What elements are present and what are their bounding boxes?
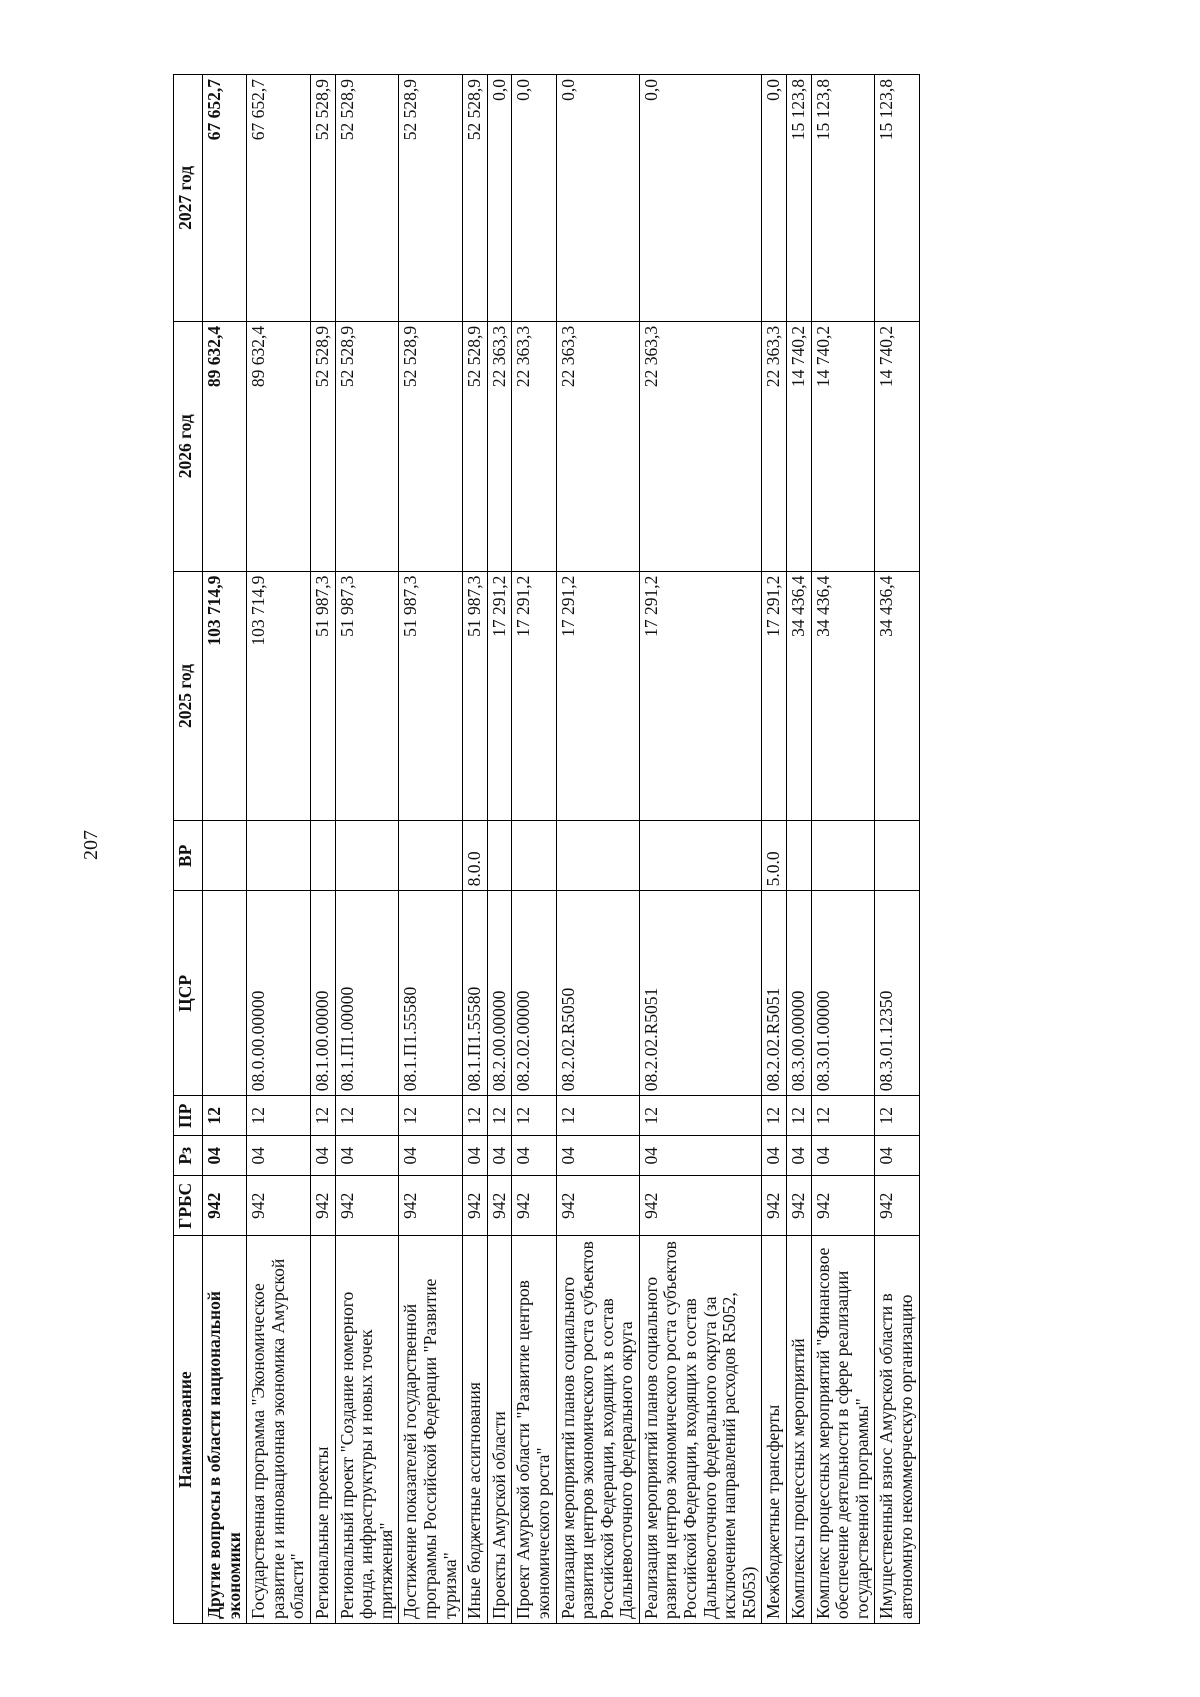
header-vr: ВР	[174, 821, 203, 891]
cell-2025: 51 987,3	[463, 571, 488, 821]
cell-grbs: 942	[399, 1176, 463, 1236]
table-row	[487, 75, 512, 1624]
cell-vr	[487, 821, 512, 891]
cell-2027: 52 528,9	[399, 75, 463, 322]
header-rz: Рз	[174, 1136, 203, 1176]
cell-vr	[335, 821, 399, 891]
cell-vr	[310, 821, 335, 891]
cell-2027: 0,0	[639, 75, 762, 322]
cell-vr: 8.0.0	[463, 821, 488, 891]
cell-vr	[512, 821, 556, 891]
rotated-table-container	[173, 74, 1200, 1624]
cell-2026: 52 528,9	[399, 321, 463, 571]
cell-rz: 04	[512, 1136, 556, 1176]
cell-csr: 08.3.00.00000	[787, 891, 812, 1096]
table-row	[811, 75, 875, 1624]
cell-pr: 12	[399, 1096, 463, 1136]
cell-grbs: 942	[335, 1176, 399, 1236]
cell-name: Реализация мероприятий планов социального развития центров экономического роста субъектов Российской Федерации, входящих в состав Дальневосточного федерального округа	[556, 1236, 639, 1624]
cell-rz: 04	[787, 1136, 812, 1176]
cell-pr: 12	[335, 1096, 399, 1136]
cell-2025: 34 436,4	[787, 571, 812, 821]
cell-name: Региональные проекты	[310, 1236, 335, 1624]
cell-2027: 52 528,9	[335, 75, 399, 322]
header-2025: 2025 год	[174, 571, 203, 821]
cell-2025: 17 291,2	[512, 571, 556, 821]
cell-name: Комплекс процессных мероприятий "Финансовое обеспечение деятельности в сфере реализации государственной программы"	[811, 1236, 875, 1624]
cell-grbs: 942	[310, 1176, 335, 1236]
cell-name: Проекты Амурской области	[487, 1236, 512, 1624]
table-row	[639, 75, 762, 1624]
cell-rz: 04	[811, 1136, 875, 1176]
cell-2027: 0,0	[556, 75, 639, 322]
cell-rz: 04	[203, 1136, 247, 1176]
cell-grbs: 942	[787, 1176, 812, 1236]
cell-2026: 14 740,2	[787, 321, 812, 571]
cell-grbs: 942	[487, 1176, 512, 1236]
cell-2026: 14 740,2	[811, 321, 875, 571]
cell-name: Региональный проект "Создание номерного фонда, инфраструктуры и новых точек притяжения"	[335, 1236, 399, 1624]
cell-name: Государственная программа "Экономическое развитие и инновационная экономика Амурской области"	[247, 1236, 311, 1624]
cell-grbs: 942	[203, 1176, 247, 1236]
cell-grbs: 942	[247, 1176, 311, 1236]
cell-rz: 04	[875, 1136, 919, 1176]
cell-vr	[556, 821, 639, 891]
cell-grbs: 942	[512, 1176, 556, 1236]
table-row	[203, 75, 247, 1624]
cell-name: Имущественный взнос Амурской области в автономную некоммерческую организацию	[875, 1236, 919, 1624]
cell-2026: 89 632,4	[203, 321, 247, 571]
cell-csr	[203, 891, 247, 1096]
cell-csr: 08.2.02.R5051	[762, 891, 787, 1096]
cell-2026: 22 363,3	[639, 321, 762, 571]
cell-rz: 04	[463, 1136, 488, 1176]
cell-name: Иные бюджетные ассигнования	[463, 1236, 488, 1624]
cell-2025: 103 714,9	[247, 571, 311, 821]
cell-pr: 12	[487, 1096, 512, 1136]
cell-2026: 22 363,3	[512, 321, 556, 571]
cell-vr	[399, 821, 463, 891]
cell-csr: 08.3.01.00000	[811, 891, 875, 1096]
cell-2025: 34 436,4	[811, 571, 875, 821]
cell-2026: 22 363,3	[762, 321, 787, 571]
table-row	[247, 75, 311, 1624]
cell-csr: 08.1.П1.55580	[399, 891, 463, 1096]
cell-2025: 51 987,3	[310, 571, 335, 821]
header-pr: ПР	[174, 1096, 203, 1136]
cell-rz: 04	[310, 1136, 335, 1176]
table-row	[762, 75, 787, 1624]
cell-2026: 52 528,9	[310, 321, 335, 571]
cell-csr: 08.2.02.00000	[512, 891, 556, 1096]
cell-pr: 12	[639, 1096, 762, 1136]
cell-csr: 08.2.00.00000	[487, 891, 512, 1096]
table-row	[787, 75, 812, 1624]
cell-2025: 34 436,4	[875, 571, 919, 821]
cell-pr: 12	[762, 1096, 787, 1136]
table-row	[399, 75, 463, 1624]
cell-rz: 04	[247, 1136, 311, 1176]
cell-pr: 12	[512, 1096, 556, 1136]
cell-csr: 08.3.01.12350	[875, 891, 919, 1096]
cell-grbs: 942	[463, 1176, 488, 1236]
cell-vr: 5.0.0	[762, 821, 787, 891]
table-row	[310, 75, 335, 1624]
cell-2027: 52 528,9	[463, 75, 488, 322]
cell-name: Комплексы процессных мероприятий	[787, 1236, 812, 1624]
header-grbs: ГРБС	[174, 1176, 203, 1236]
cell-csr: 08.1.П1.00000	[335, 891, 399, 1096]
cell-grbs: 942	[875, 1176, 919, 1236]
cell-2026: 89 632,4	[247, 321, 311, 571]
cell-2026: 52 528,9	[463, 321, 488, 571]
cell-2027: 67 652,7	[247, 75, 311, 322]
cell-name: Другие вопросы в области национальной экономики	[203, 1236, 247, 1624]
header-2027: 2027 год	[174, 75, 203, 322]
cell-csr: 08.1.00.00000	[310, 891, 335, 1096]
cell-pr: 12	[787, 1096, 812, 1136]
cell-rz: 04	[487, 1136, 512, 1176]
table-row	[335, 75, 399, 1624]
cell-grbs: 942	[639, 1176, 762, 1236]
table-row	[463, 75, 488, 1624]
cell-rz: 04	[556, 1136, 639, 1176]
cell-vr	[247, 821, 311, 891]
cell-2025: 103 714,9	[203, 571, 247, 821]
cell-pr: 12	[556, 1096, 639, 1136]
cell-2025: 17 291,2	[762, 571, 787, 821]
cell-2025: 17 291,2	[639, 571, 762, 821]
cell-rz: 04	[399, 1136, 463, 1176]
cell-pr: 12	[875, 1096, 919, 1136]
cell-vr	[875, 821, 919, 891]
cell-pr: 12	[310, 1096, 335, 1136]
cell-name: Реализация мероприятий планов социального развития центров экономического роста субъектов Российской Федерации, входящих в состав Дальневосточного федерального округа (за исключением направлений расходов R5052, R5053)	[639, 1236, 762, 1624]
cell-2027: 15 123,8	[787, 75, 812, 322]
cell-vr	[811, 821, 875, 891]
cell-2026: 22 363,3	[556, 321, 639, 571]
table-row	[512, 75, 556, 1624]
cell-csr: 08.1.П1.55580	[463, 891, 488, 1096]
cell-name: Достижение показателей государственной программы Российской Федерации "Развитие туризма"	[399, 1236, 463, 1624]
cell-2027: 52 528,9	[310, 75, 335, 322]
header-csr: ЦСР	[174, 891, 203, 1096]
cell-rz: 04	[335, 1136, 399, 1176]
cell-vr	[639, 821, 762, 891]
cell-2027: 0,0	[762, 75, 787, 322]
cell-2027: 0,0	[487, 75, 512, 322]
cell-vr	[787, 821, 812, 891]
table-row	[875, 75, 919, 1624]
cell-grbs: 942	[556, 1176, 639, 1236]
cell-2025: 17 291,2	[556, 571, 639, 821]
cell-2026: 22 363,3	[487, 321, 512, 571]
cell-grbs: 942	[762, 1176, 787, 1236]
page-number: 207	[80, 830, 102, 860]
header-2026: 2026 год	[174, 321, 203, 571]
cell-2027: 67 652,7	[203, 75, 247, 322]
budget-table	[173, 74, 920, 1624]
cell-2027: 15 123,8	[811, 75, 875, 322]
cell-pr: 12	[811, 1096, 875, 1136]
cell-pr: 12	[203, 1096, 247, 1136]
cell-vr	[203, 821, 247, 891]
table-header-row	[174, 75, 203, 1624]
cell-pr: 12	[463, 1096, 488, 1136]
cell-2025: 51 987,3	[335, 571, 399, 821]
cell-csr: 08.2.02.R5050	[556, 891, 639, 1096]
cell-csr: 08.2.02.R5051	[639, 891, 762, 1096]
cell-2026: 14 740,2	[875, 321, 919, 571]
cell-2027: 15 123,8	[875, 75, 919, 322]
cell-2025: 51 987,3	[399, 571, 463, 821]
cell-rz: 04	[762, 1136, 787, 1176]
cell-grbs: 942	[811, 1176, 875, 1236]
cell-2026: 52 528,9	[335, 321, 399, 571]
cell-csr: 08.0.00.00000	[247, 891, 311, 1096]
cell-pr: 12	[247, 1096, 311, 1136]
header-name: Наименование	[174, 1236, 203, 1624]
cell-name: Проект Амурской области "Развитие центров экономического роста"	[512, 1236, 556, 1624]
cell-rz: 04	[639, 1136, 762, 1176]
cell-2027: 0,0	[512, 75, 556, 322]
cell-name: Межбюджетные трансферты	[762, 1236, 787, 1624]
cell-2025: 17 291,2	[487, 571, 512, 821]
table-row	[556, 75, 639, 1624]
